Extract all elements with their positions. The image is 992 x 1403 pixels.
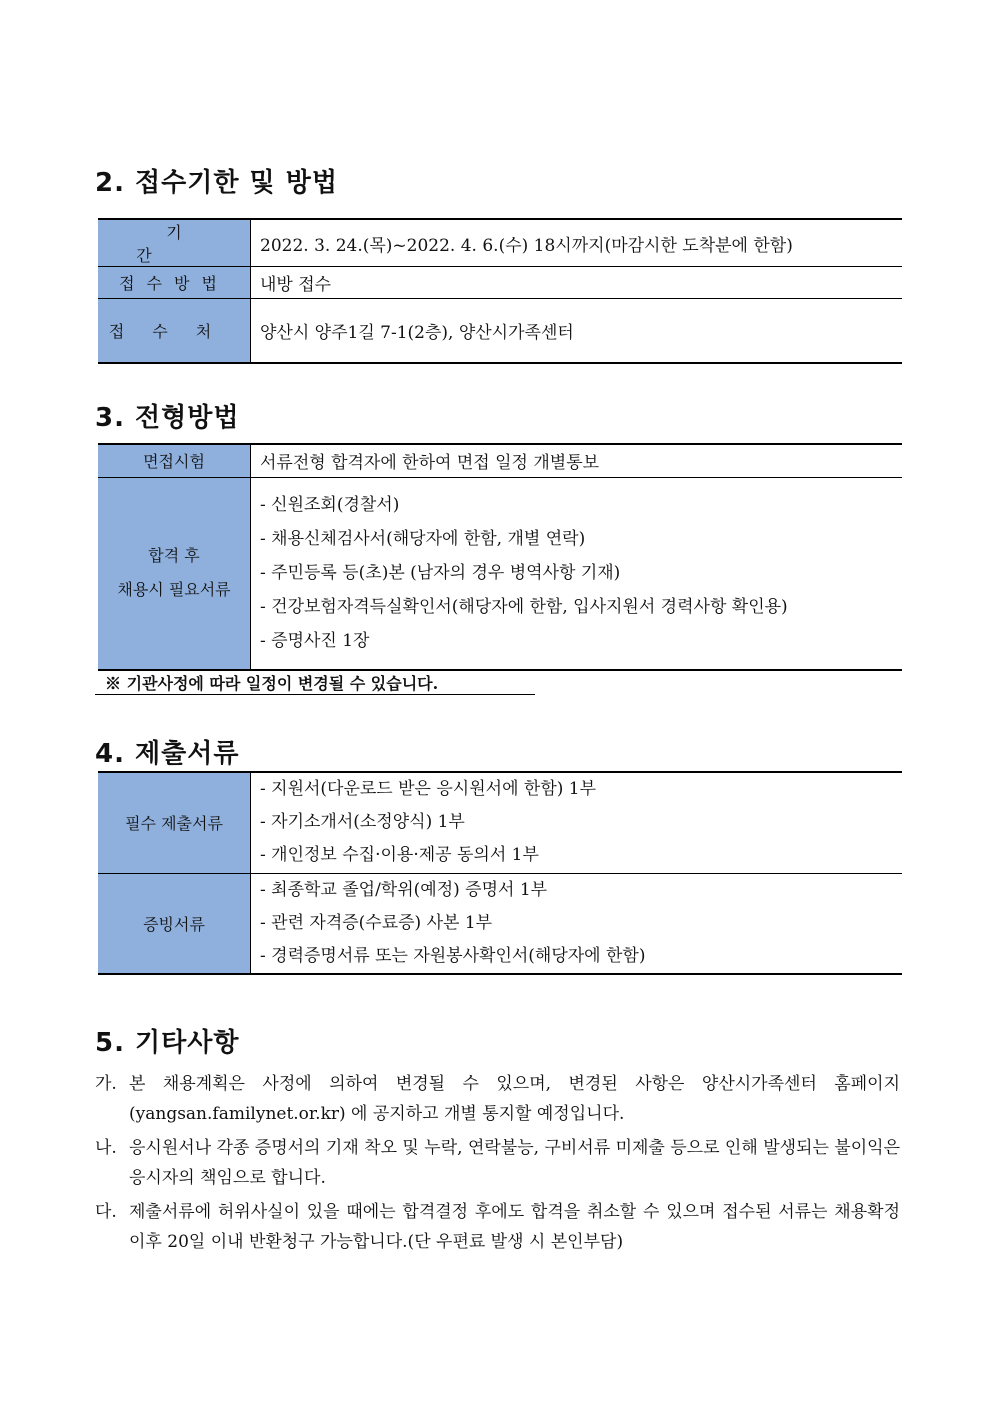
method-value: 내방 접수 <box>260 275 332 295</box>
place-value: 양산시 양주1길 7-1(2층), 양산시가족센터 <box>260 322 574 343</box>
item-text: 제출서류에 허위사실이 있을 때에는 합격결정 후에도 합격을 취소할 수 있으며 접수된 서류는 채용확정 이후 20일 이내 반환청구 가능합니다.(단 우편료 발생 시 본인부담) <box>129 1202 900 1252</box>
item-marker: 다. <box>95 1202 117 1222</box>
section-title-selection: 3. 전형방법 <box>95 403 240 433</box>
docs-label: 합격 후 채용시 필요서류 <box>98 477 251 670</box>
period-value: 2022. 3. 24.(목)~2022. 4. 6.(수) 18시까지(마감시한 도착분에 한함) <box>260 235 793 256</box>
required-docs-list <box>251 772 903 873</box>
table-row <box>98 772 902 873</box>
list-item: - 증명사진 1장 <box>260 631 370 652</box>
list-item: - 채용신체검사서(해당자에 한함, 개별 연락) <box>260 529 586 550</box>
table-row <box>98 873 902 974</box>
item-text: 본 채용계획은 사정에 의하여 변경될 수 있으며, 변경된 사항은 양산시가족센터 홈페이지 (yangsan.familynet.or.kr) 에 공지하고 개별 통지할 예정입니다. <box>129 1074 900 1124</box>
list-item: - 지원서(다운로드 받은 응시원서에 한함) 1부 <box>260 779 597 800</box>
list-item: - 주민등록 등(초)본 (남자의 경우 병역사항 기재) <box>260 563 621 584</box>
section-title-deadline: 2. 접수기한 및 방법 <box>95 168 338 198</box>
list-item <box>95 1069 900 1129</box>
list-item: - 신원조회(경찰서) <box>260 495 400 516</box>
list-item <box>95 1197 900 1257</box>
docs-list <box>251 477 903 670</box>
list-item: - 최종학교 졸업/학위(예정) 증명서 1부 <box>260 879 548 900</box>
table-row <box>98 267 902 299</box>
item-marker: 나. <box>95 1138 117 1158</box>
method-label: 접수방법 <box>98 267 251 299</box>
list-item: - 자기소개서(소정양식) 1부 <box>260 812 465 833</box>
table-row <box>98 477 902 670</box>
table-row <box>98 444 902 477</box>
place-label: 접수처 <box>98 299 251 363</box>
deadline-table <box>98 218 902 364</box>
documents-table <box>98 771 902 975</box>
period-label: 기 간 <box>98 219 251 267</box>
list-item <box>95 1133 900 1193</box>
selection-table <box>98 443 902 671</box>
table-row <box>98 299 902 363</box>
proof-docs-list <box>251 873 903 974</box>
required-docs-label: 필수 제출서류 <box>98 772 251 873</box>
item-text: 응시원서나 각종 증명서의 기재 착오 및 누락, 연락불능, 구비서류 미제출 등으로 인해 발생되는 불이익은 응시자의 책임으로 합니다. <box>129 1138 900 1188</box>
section-title-others: 5. 기타사항 <box>95 1028 240 1058</box>
list-item: - 관련 자격증(수료증) 사본 1부 <box>260 912 493 933</box>
others-list <box>95 1069 900 1261</box>
list-item: - 경력증명서류 또는 자원봉사확인서(해당자에 한함) <box>260 945 646 966</box>
list-item: - 건강보험자격득실확인서(해당자에 한함, 입사지원서 경력사항 확인용) <box>260 597 788 618</box>
list-item: - 개인정보 수집·이용·제공 동의서 1부 <box>260 845 539 866</box>
interview-label: 면접시험 <box>98 444 251 477</box>
table-row <box>98 219 902 267</box>
section-title-documents: 4. 제출서류 <box>95 739 240 769</box>
interview-value: 서류전형 합격자에 한하여 면접 일정 개별통보 <box>260 453 600 474</box>
schedule-change-note: ※ 기관사정에 따라 일정이 변경될 수 있습니다. <box>95 674 535 695</box>
item-marker: 가. <box>95 1074 117 1094</box>
proof-docs-label: 증빙서류 <box>98 873 251 974</box>
